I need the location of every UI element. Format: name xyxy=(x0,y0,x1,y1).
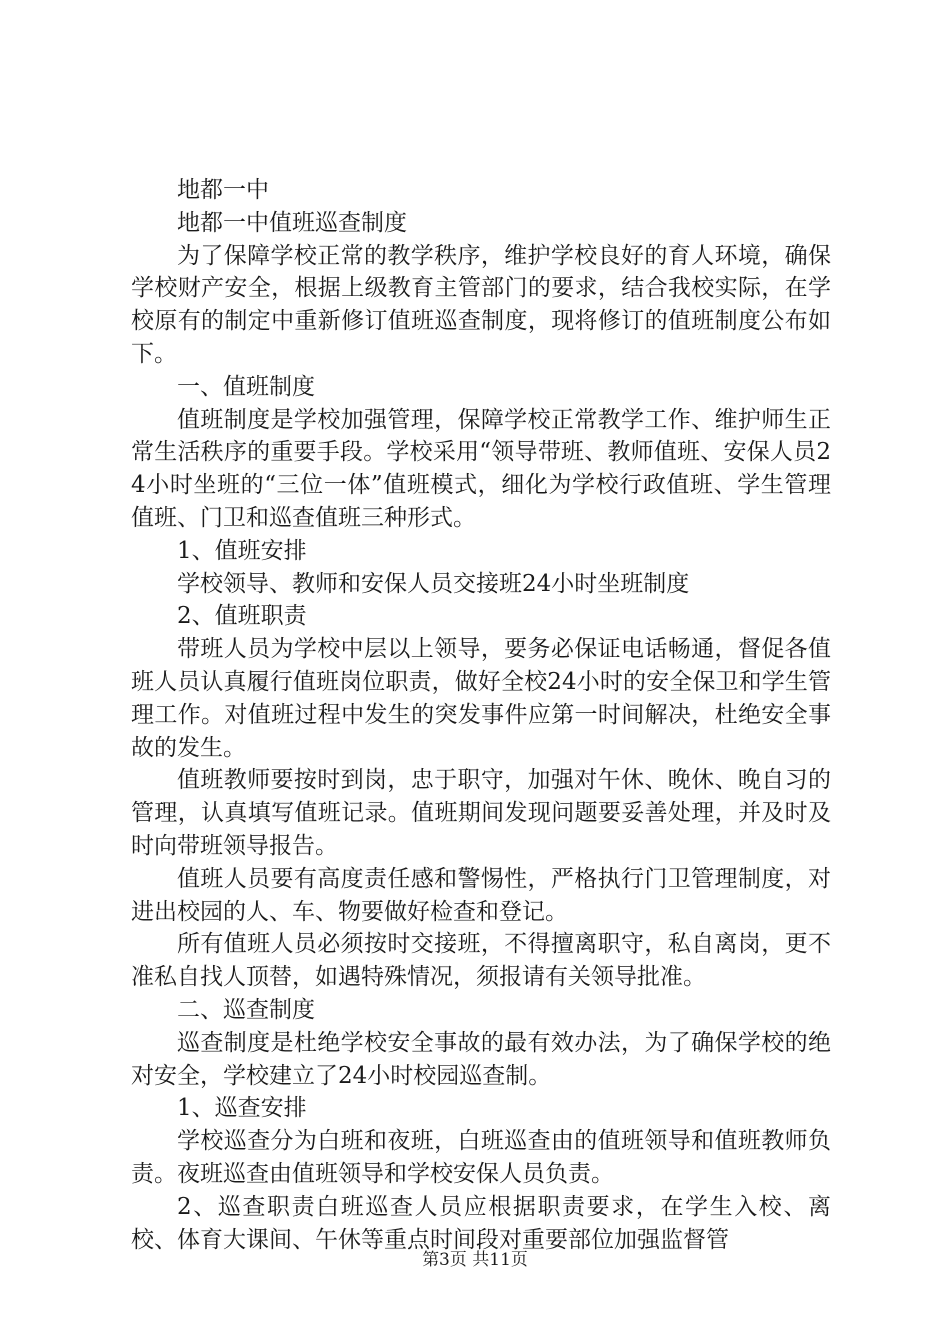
duty-system-paragraph: 值班制度是学校加强管理，保障学校正常教学工作、维护师生正常生活秩序的重要手段。学校采用“领导带班、教师值班、安保人员24小时坐班的“三位一体”值班模式，细化为学校行政值班、学生管理值班、门卫和巡查值班三种形式。 xyxy=(131,406,831,531)
page-footer xyxy=(0,1245,950,1270)
intro-paragraph: 为了保障学校正常的教学秩序，维护学校良好的育人环境，确保学校财产安全，根据上级教育主管部门的要求，结合我校实际，在学校原有的制定中重新修订值班巡查制度，现将修订的值班制度公布如下。 xyxy=(131,242,831,367)
subheading-patrol-arrangement: 1、巡查安排 xyxy=(177,1095,307,1122)
duty-teacher-paragraph: 值班教师要按时到岗，忠于职守，加强对午休、晚休、晚自习的管理，认真填写值班记录。值班期间发现问题要妥善处理，并及时及时向带班领导报告。 xyxy=(131,767,831,859)
section-heading-patrol-system: 二、巡查制度 xyxy=(177,996,315,1023)
duty-staff-paragraph: 值班人员要有高度责任感和警惕性，严格执行门卫管理制度，对进出校园的人、车、物要做好检查和登记。 xyxy=(131,865,831,925)
document-body xyxy=(131,174,831,1256)
duty-leader-paragraph: 带班人员为学校中层以上领导，要务必保证电话畅通，督促各值班人员认真履行值班岗位职责，做好全校24小时的安全保卫和学生管理工作。对值班过程中发生的突发事件应第一时间解决，杜绝安全事故的发生。 xyxy=(131,636,831,761)
duty-arrangement-paragraph: 学校领导、教师和安保人员交接班24小时坐班制度 xyxy=(177,570,690,597)
page-number: 第3页 共11页 xyxy=(422,1250,528,1270)
subheading-duty-responsibilities: 2、值班职责 xyxy=(177,603,307,630)
patrol-arrangement-paragraph: 学校巡查分为白班和夜班，白班巡查由的值班领导和值班教师负责。夜班巡查由值班领导和学校安保人员负责。 xyxy=(131,1128,831,1187)
school-name: 地都一中 xyxy=(177,177,269,203)
duty-handover-paragraph: 所有值班人员必须按时交接班，不得擅离职守，私自离岗，更不准私自找人顶替，如遇特殊情况，须报请有关领导批准。 xyxy=(131,931,831,991)
document-title: 地都一中值班巡查制度 xyxy=(177,209,407,236)
patrol-responsibilities-paragraph: 2、巡查职责白班巡查人员应根据职责要求，在学生入校、离校、体育大课间、午休等重点时间段对重要部位加强监督管 xyxy=(131,1193,831,1253)
patrol-system-paragraph: 巡查制度是杜绝学校安全事故的最有效办法，为了确保学校的绝对安全，学校建立了24小时校园巡查制。 xyxy=(131,1029,831,1089)
subheading-duty-arrangement: 1、值班安排 xyxy=(177,537,307,564)
section-heading-duty-system: 一、值班制度 xyxy=(177,373,315,400)
